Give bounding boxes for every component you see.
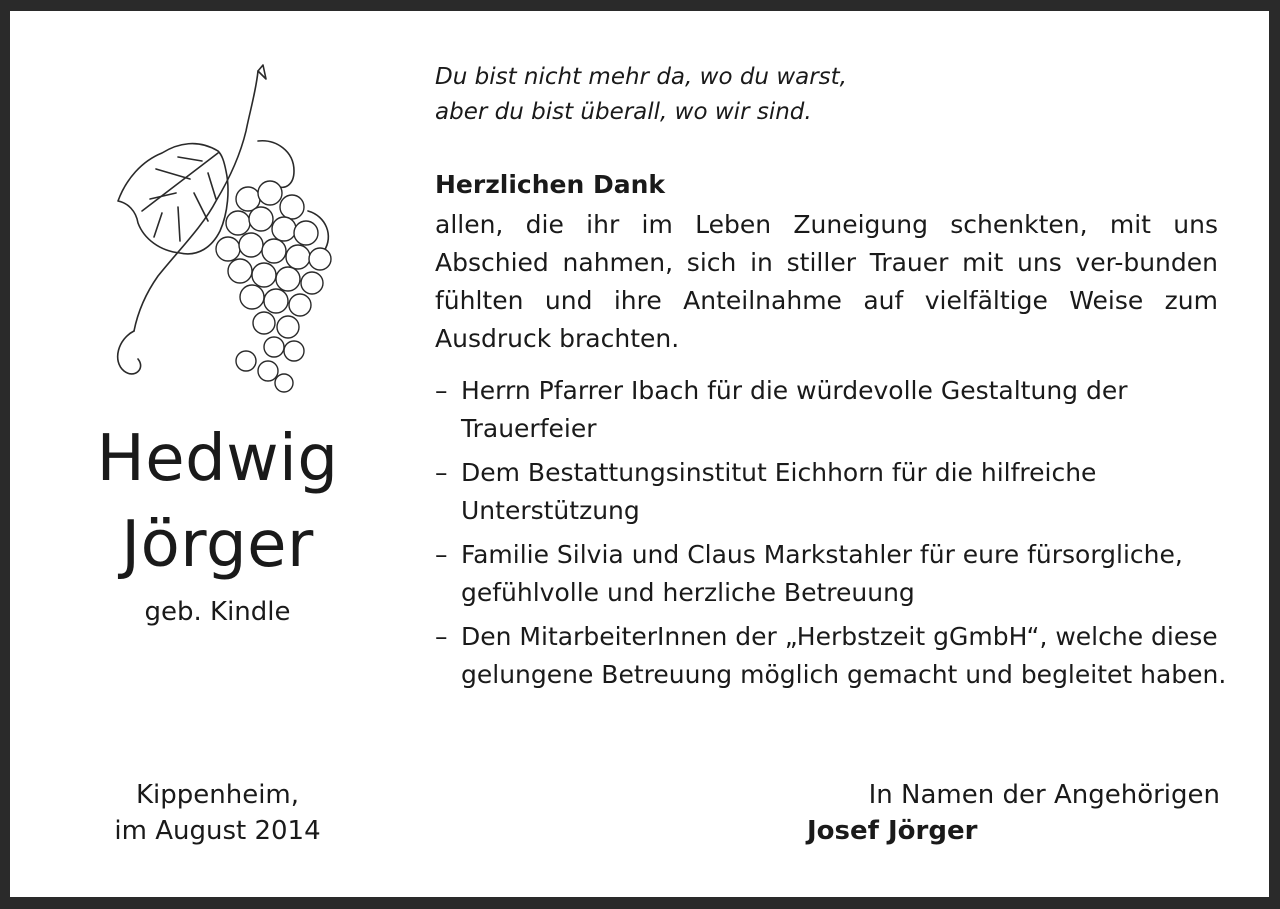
- quote-line-2: aber du bist überall, wo wir sind.: [435, 99, 812, 125]
- dash-marker: –: [435, 622, 448, 651]
- grapevine-icon: [98, 61, 348, 406]
- list-item: [435, 618, 1235, 694]
- date: im August 2014: [114, 816, 321, 846]
- quote-line-1: Du bist nicht mehr da, wo du warst,: [435, 64, 847, 90]
- list-item: [435, 372, 1235, 448]
- thanks-heading: Herzlichen Dank: [435, 170, 666, 199]
- thanks-intro: allen, die ihr im Leben Zuneigung schenkten, mit uns Abschied nahmen, sich in stiller Trauer mit uns ver-bunden fühlten und ihre Anteilnahme auf vielfältige Weise zum Ausdruck brachten.: [435, 210, 1218, 353]
- place-date: [30, 777, 405, 849]
- list-item: [435, 454, 1235, 530]
- thanks-list: [435, 372, 1235, 700]
- dash-marker: –: [435, 540, 448, 569]
- thanks-item-text: Dem Bestattungsinstitut Eichhorn für die hilfreiche Unterstützung: [461, 458, 1097, 525]
- thanks-item-text: Familie Silvia und Claus Markstahler für eure fürsorgliche, gefühlvolle und herzliche Betreuung: [461, 540, 1183, 607]
- dash-marker: –: [435, 458, 448, 487]
- thanks-item-text: Herrn Pfarrer Ibach für die würdevolle Gestaltung der Trauerfeier: [461, 376, 1128, 443]
- signature-intro: In Namen der Angehörigen: [868, 780, 1220, 810]
- signature-name: Josef Jörger: [807, 816, 978, 846]
- signature-block: [790, 777, 1220, 849]
- deceased-maiden-name: geb. Kindle: [144, 597, 291, 627]
- obituary-notice: [10, 11, 1269, 897]
- memorial-quote: [435, 60, 1235, 130]
- dash-marker: –: [435, 376, 448, 405]
- deceased-first-name: Hedwig: [96, 422, 339, 496]
- place: Kippenheim,: [135, 780, 300, 810]
- thanks-item-text: Den MitarbeiterInnen der „Herbstzeit gGmbH“, welche diese gelungene Betreuung möglich gemacht und begleitet haben.: [461, 622, 1227, 689]
- list-item: [435, 536, 1235, 612]
- deceased-last-name: Jörger: [121, 508, 314, 582]
